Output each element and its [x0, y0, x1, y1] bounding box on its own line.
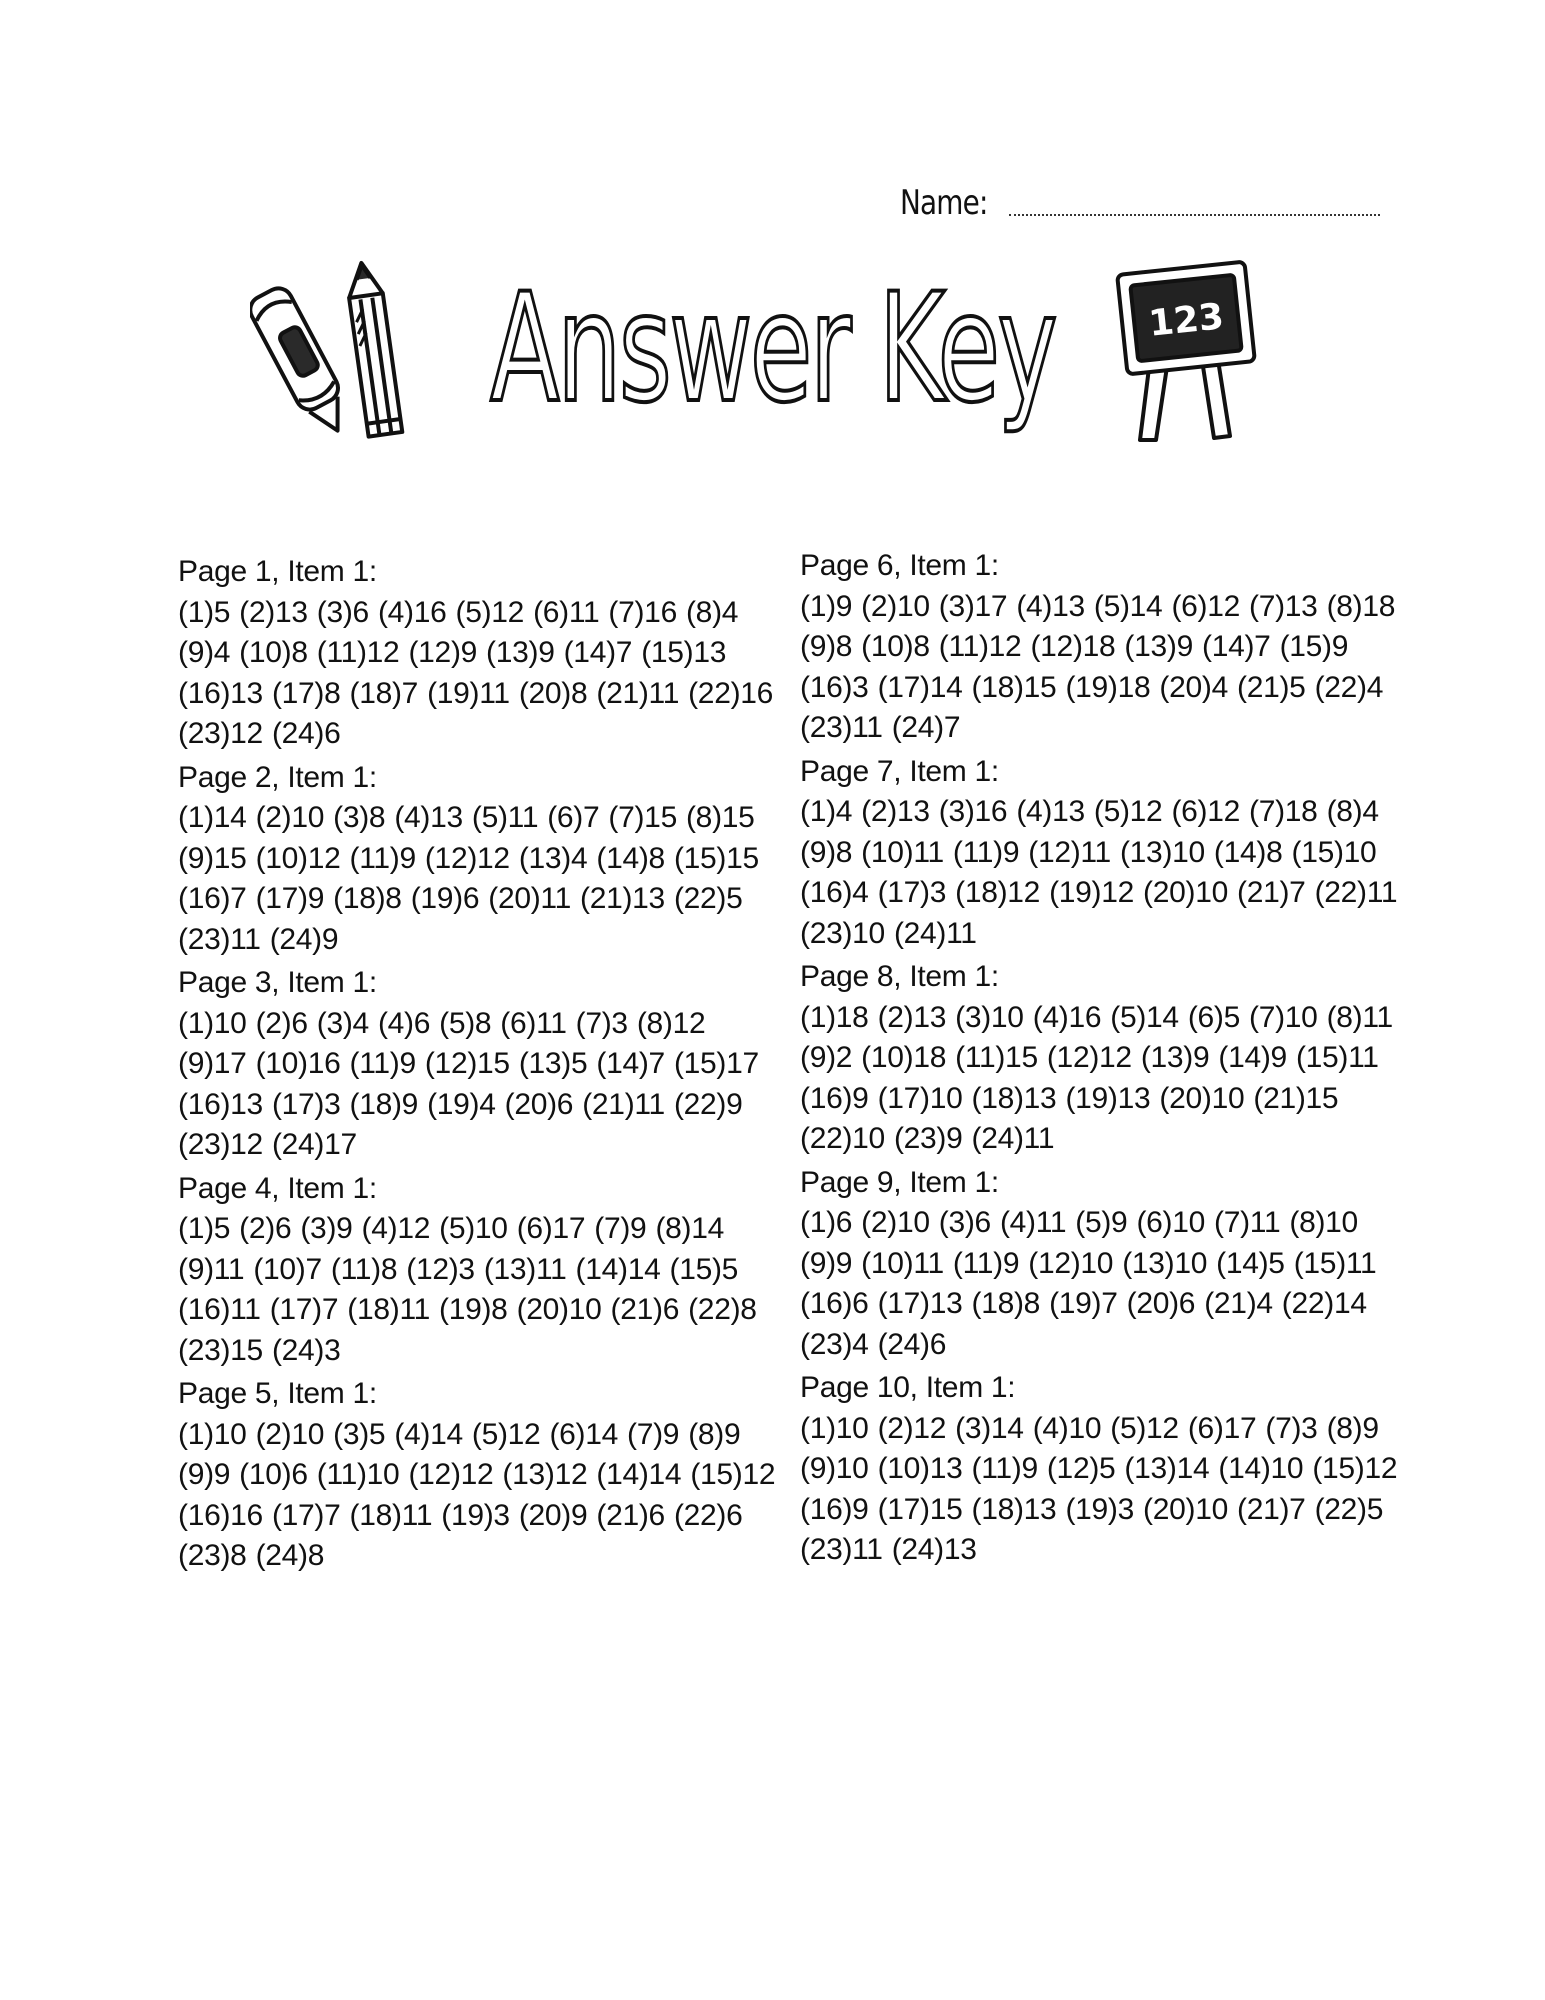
answer-section — [800, 1368, 1400, 1571]
answer-section — [178, 758, 778, 961]
section-heading: Page 2, Item 1: — [178, 760, 377, 794]
section-heading: Page 4, Item 1: — [178, 1171, 377, 1205]
answer-section — [800, 546, 1400, 749]
section-heading: Page 10, Item 1: — [800, 1371, 1016, 1404]
section-answers: (1)4 (2)13 (3)16 (4)13 (5)12 (6)12 (7)18 (8)4 (9)8 (10)11 (11)9 (12)11 (13)10 (14)8 (15)10 (16)4 (17)3 (18)12 (19)12 (20)10 (21)7 (22)11 (23)10 (24)11 — [800, 795, 1398, 950]
section-heading: Page 7, Item 1: — [800, 754, 999, 788]
section-answers: (1)9 (2)10 (3)17 (4)13 (5)14 (6)12 (7)13 (8)18 (9)8 (10)8 (11)12 (12)18 (13)9 (14)7 (15)9 (16)3 (17)14 (18)15 (19)18 (20)4 (21)5 (22)4 (23)11 (24)7 — [800, 589, 1396, 744]
section-heading: Page 6, Item 1: — [800, 549, 999, 582]
answer-section — [178, 552, 778, 755]
crayon-pencil-icon — [250, 260, 420, 450]
section-answers: (1)5 (2)13 (3)6 (4)16 (5)12 (6)11 (7)16 (8)4 (9)4 (10)8 (11)12 (12)9 (13)9 (14)7 (15)13 (16)13 (17)8 (18)7 (19)11 (20)8 (21)11 (22)16 (23)12 (24)6 — [178, 595, 774, 750]
section-answers: (1)18 (2)13 (3)10 (4)16 (5)14 (6)5 (7)10 (8)11 (9)2 (10)18 (11)15 (12)12 (13)9 (14)9 (15)11 (16)9 (17)10 (18)13 (19)13 (20)10 (21)15 (22)10 (23)9 (24)11 — [800, 1000, 1393, 1155]
chalkboard-text: 123 — [1146, 296, 1226, 345]
section-heading: Page 8, Item 1: — [800, 960, 999, 993]
section-heading: Page 1, Item 1: — [178, 555, 377, 588]
name-blank-line — [1009, 214, 1380, 216]
section-answers: (1)10 (2)10 (3)5 (4)14 (5)12 (6)14 (7)9 (8)9 (9)9 (10)6 (11)10 (12)12 (13)12 (14)14 (15)12 (16)16 (17)7 (18)11 (19)3 (20)9 (21)6 (22)6 (23)8 (24)8 — [178, 1417, 776, 1572]
answer-section — [800, 752, 1400, 955]
name-label: Name: — [900, 183, 988, 223]
answer-section — [800, 957, 1400, 1160]
answer-section — [800, 1163, 1400, 1366]
answer-section — [178, 1169, 778, 1372]
answers-right-column — [800, 546, 1400, 1574]
answer-section — [178, 963, 778, 1166]
section-heading: Page 9, Item 1: — [800, 1165, 999, 1199]
section-heading: Page 5, Item 1: — [178, 1377, 377, 1410]
section-answers: (1)6 (2)10 (3)6 (4)11 (5)9 (6)10 (7)11 (8)10 (9)9 (10)11 (11)9 (12)10 (13)10 (14)5 (15)11 (16)6 (17)13 (18)8 (19)7 (20)6 (21)4 (22)14 (23)4 (24)6 — [800, 1206, 1377, 1361]
chalkboard-icon — [1110, 260, 1260, 450]
section-answers: (1)5 (2)6 (3)9 (4)12 (5)10 (6)17 (7)9 (8)14 (9)11 (10)7 (11)8 (12)3 (13)11 (14)14 (15)5 (16)11 (17)7 (18)11 (19)8 (20)10 (21)6 (22)8 (23)15 (24)3 — [178, 1212, 757, 1367]
title-text: Answer Key — [490, 262, 1056, 436]
answers-left-column — [178, 552, 778, 1580]
answer-section — [178, 1374, 778, 1577]
name-field-row — [900, 170, 1380, 223]
section-answers: (1)14 (2)10 (3)8 (4)13 (5)11 (6)7 (7)15 (8)15 (9)15 (10)12 (11)9 (12)12 (13)4 (14)8 (15)15 (16)7 (17)9 (18)8 (19)6 (20)11 (21)13 (22)5 (23)11 (24)9 — [178, 801, 759, 956]
section-answers: (1)10 (2)12 (3)14 (4)10 (5)12 (6)17 (7)3 (8)9 (9)10 (10)13 (11)9 (12)5 (13)14 (14)10 (15)12 (16)9 (17)15 (18)13 (19)3 (20)10 (21)7 (22)5 (23)11 (24)13 — [800, 1411, 1398, 1566]
section-heading: Page 3, Item 1: — [178, 966, 377, 999]
page-title — [480, 255, 1070, 445]
section-answers: (1)10 (2)6 (3)4 (4)6 (5)8 (6)11 (7)3 (8)12 (9)17 (10)16 (11)9 (12)15 (13)5 (14)7 (15)17 (16)13 (17)3 (18)9 (19)4 (20)6 (21)11 (22)9 (23)12 (24)17 — [178, 1006, 759, 1161]
